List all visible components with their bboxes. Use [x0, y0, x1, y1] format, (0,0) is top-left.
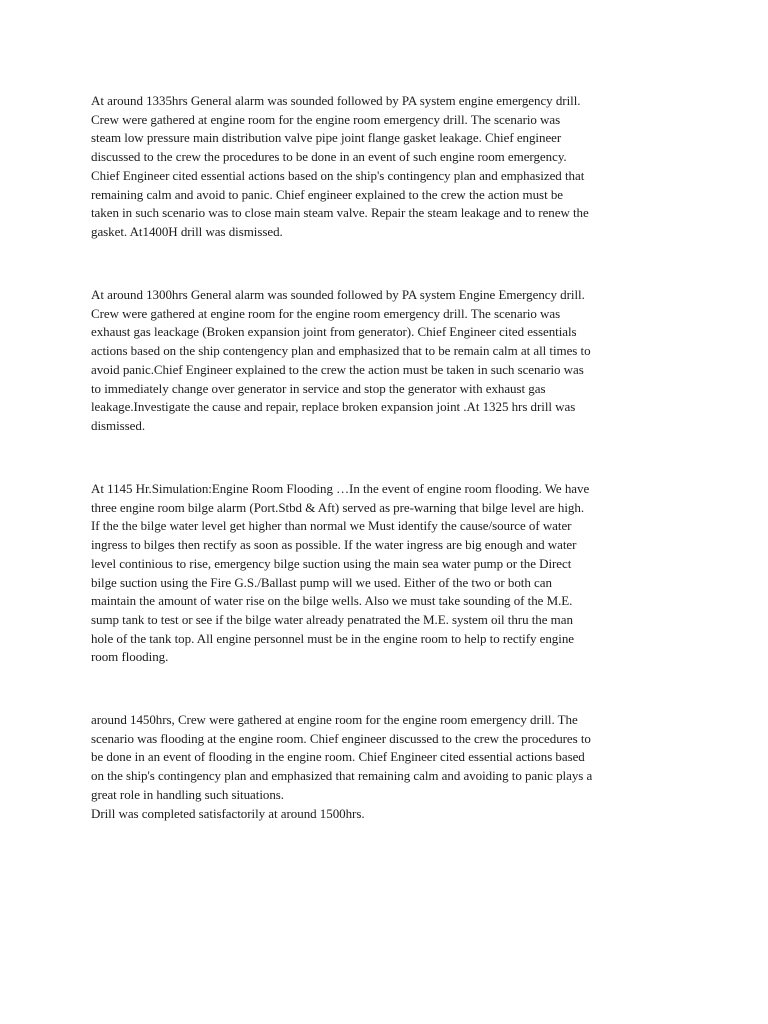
paragraph-steam-leak-drill: At around 1335hrs General alarm was sounded followed by PA system engine emergency drill. Crew were gathered at engine room for the engine room emergency drill. The scenario was steam low pressure main distribution valve pipe joint flange gasket leakage. Chief engineer discussed to the crew the procedures to be done in an event of such engine room emergency. Chief Engineer cited essential actions based on the ship's contingency plan and emphasized that remaining calm and avoid to panic. Chief engineer explained to the crew the action must be taken in such scenario was to close main steam valve. Repair the steam leakage and to renew the gasket. At1400H drill was dismissed. [91, 93, 589, 239]
paragraph-flooding-drill: around 1450hrs, Crew were gathered at engine room for the engine room emergency drill. The scenario was flooding at the engine room. Chief engineer discussed to the crew the procedures to be done in an event of flooding in the engine room. Chief Engineer cited essential actions based on the ship's contingency plan and emphasized that remaining calm and avoiding to panic plays a great role in handling such situations. Drill was completed satisfactorily at around 1500hrs. [91, 712, 593, 821]
paragraph-exhaust-gas-drill: At around 1300hrs General alarm was sounded followed by PA system Engine Emergency drill. Crew were gathered at engine room for the engine room emergency drill. The scenario was exhaust gas leackage (Broken expansion joint from generator). Chief Engineer cited essentials actions based on the ship contengency plan and emphasized that to be remain calm at all times to avoid panic.Chief Engineer explained to the crew the action must be taken in such scenario was to immediately change over generator in service and stop the generator with exhaust gas leakage.Investigate the cause and repair, replace broken expansion joint .At 1325 hrs drill was dismissed. [91, 287, 591, 433]
paragraph-engine-room-flooding-simulation: At 1145 Hr.Simulation:Engine Room Flooding …In the event of engine room flooding. We have three engine room bilge alarm (Port.Stbd & Aft) served as pre-warning that bilge level are high. If the the bilge water level get higher than normal we Must identify the cause/source of water ingress to bilges then rectify as soon as possible. If the water ingress are big enough and water level continious to rise, emergency bilge suction using the main sea water pump or the Direct bilge suction using the Fire G.S./Ballast pump will we used. Either of the two or both can maintain the amount of water rise on the bilge wells. Also we must take sounding of the M.E. sump tank to test or see if the bilge water already penatrated the M.E. system oil thru the man hole of the tank top. All engine personnel must be in the engine room to help to rectify engine room flooding. [91, 481, 590, 665]
